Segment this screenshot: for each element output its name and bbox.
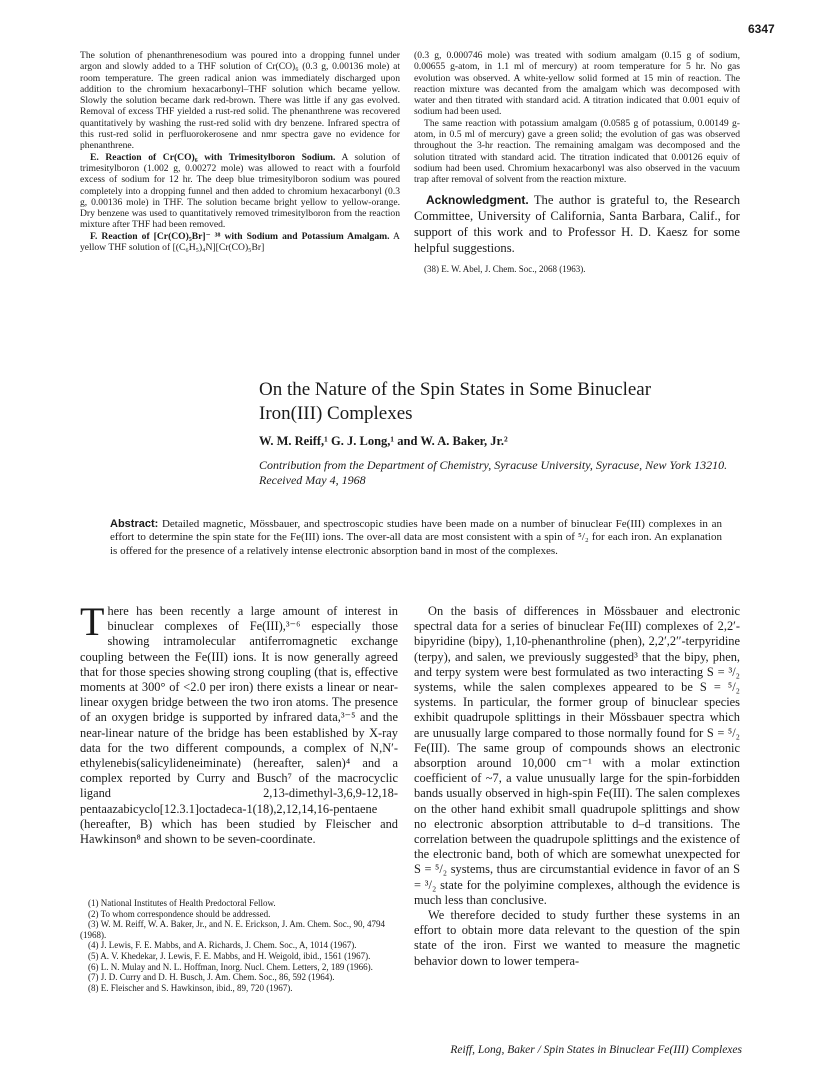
- paragraph: The solution of phenanthrenesodium was poured into a dropping funnel under argon and slowly added to a THF solution of Cr(CO)₆ (0.3 g, 0.00136 mole) at room temperature. The green radical anion was immediately discharged upon addition to the chromium hexacarbonyl–THF solution which became yellow. Slowly the solution became dark red-brown. There was little if any gas evolved. Removal of excess THF yielded a rust-red solid. The phenanthrene was recovered quantitatively by washing the rust-red solid with dry benzene. Infrared spectra of this rust-red solid in perfluorokerosene and nmr spectra gave no evidence for phenanthrene.: [80, 50, 400, 152]
- paragraph: We therefore decided to study further these systems in an effort to obtain more data relevant to the question of the spin state of the iron. First we wanted to measure the magnetic behavior down to lower tempera-: [414, 908, 740, 968]
- footnote: (8) E. Fleischer and S. Hawkinson, ibid., 89, 720 (1967).: [88, 982, 293, 993]
- acknowledgment: [414, 192, 740, 256]
- affiliation: Contribution from the Department of Chemistry, Syracuse University, Syracuse, New York 13210. Received May 4, 1968: [259, 458, 728, 487]
- section-heading: E. Reaction of Cr(CO)₆ with Trimesitylboron Sodium.: [90, 151, 336, 163]
- section-heading: F. Reaction of [Cr(CO)₅Br]⁻ ³⁸ with Sodium and Potassium Amalgam.: [90, 230, 390, 242]
- footnote: (2) To whom correspondence should be addressed.: [88, 908, 271, 919]
- section-text: A yellow THF solution of [(C₆H₅)₄N][Cr(CO)₅Br]: [80, 230, 400, 254]
- intro-paragraph: [80, 599, 398, 847]
- paragraph: The same reaction with potassium amalgam (0.0585 g of potassium, 0.00149 g-atom, in 0.5 ml of mercury) gave a green solid; the evolution of gas was observed throughout the 3-hr reaction. The remaining amalgam was decomposed and the solution titrated with standard acid. The titration indicated that 0.00126 equiv of sodium had been used. Chromium hexacarbonyl was also observed in the vacuum trap after removal of solvent from the reaction mixture.: [414, 117, 740, 186]
- intro-text: here has been recently a large amount of interest in binuclear complexes of Fe(III),³⁻⁶ especially those showing intramolecular antiferromagnetic exchange coupling between the Fe(III) ions. It is now generally agreed that for those species showing strong coupling (that is, effective moments at 300° of <2.0 per iron) there exists a linear or near-linear oxygen bridge between the two iron atoms. The presence of an oxygen bridge is supported by infrared data,³⁻⁵ and the near-linear nature of the bridge has been established by X-ray data for the two different compounds, a complex of N,N′-ethylenebis(salicylideneiminate) (hereafter, salen)⁴ and a complex reported by Curry and Busch⁷ of the macrocyclic ligand 2,13-dimethyl-3,6,9-12,18-pentaazabicyclo[12.3.1]octadeca-1(18),2,12,14,16-pentaene (hereafter, B) which has been studied by Fleischer and Hawkinson⁸ and shown to be seven-coordinate.: [80, 604, 398, 847]
- abstract-text: Detailed magnetic, Mössbauer, and spectroscopic studies have been made on a number of binuclear Fe(III) complexes in an effort to determine the spin state for the Fe(III) ions. The over-all data are most consistent with a spin of ⁵/₂ for each iron. An explanation is offered for the presence of a relatively intense electronic absorption band in most of the complexes.: [110, 518, 722, 557]
- article-title: On the Nature of the Spin States in Some Binuclear Iron(III) Complexes: [259, 379, 652, 424]
- section-e: [80, 152, 400, 231]
- body-left-column: [80, 599, 398, 847]
- abstract: [110, 518, 722, 558]
- running-footer: Reiff, Long, Baker / Spin States in Binuclear Fe(III) Complexes: [450, 1044, 742, 1056]
- drop-cap: T: [80, 599, 105, 644]
- footnote: (4) J. Lewis, F. E. Mabbs, and A. Richards, J. Chem. Soc., A, 1014 (1967).: [88, 940, 357, 951]
- section-f: [80, 231, 400, 254]
- footnote: (5) A. V. Khedekar, J. Lewis, F. E. Mabbs, and H. Weigold, ibid., 1561 (1967).: [88, 950, 371, 961]
- top-right-column: [414, 50, 740, 275]
- body-right-column: [414, 604, 740, 969]
- footnote: (3) W. M. Reiff, W. A. Baker, Jr., and N. E. Erickson, J. Am. Chem. Soc., 90, 4794 (1968).: [80, 919, 385, 940]
- paragraph: On the basis of differences in Mössbauer and electronic spectral data for a series of binuclear Fe(III) complexes of 2,2′-bipyridine (bipy), 1,10-phenanthroline (phen), 2,2′,2′′-terpyridine (terpy), and salen, we previously suggested³ that the bipy, phen, and terpy system were best formulated as two interacting S = ³/₂ systems, while the salen complexes appeared to be S = ⁵/₂ systems. In particular, the former group of binuclear species exhibit quadrupole splittings in their Mössbauer spectra which are unusually large compared to those normally found for S = ⁵/₂ Fe(III). The same group of compounds shows an electronic absorption around 10,000 cm⁻¹ with a molar extinction coefficient of ~7, a value unusually large for the spin-forbidden bands usually observed in high-spin Fe(III). The salen complexes on the other hand exhibit small quadrupole splittings and show no electronic absorption attributable to d–d transitions. The correlation between the quadrupole splittings and the existence of the electronic band, both of which are somewhat unexpected for S = ⁵/₂ systems, thus are circumstantial evidence in favor of an S = ³/₂ state for the polyimine complexes, although the evidence is much less than conclusive.: [414, 604, 740, 907]
- authors: W. M. Reiff,¹ G. J. Long,¹ and W. A. Baker, Jr.²: [259, 434, 508, 448]
- section-text: A solution of trimesitylboron (1.002 g, 0.00272 mole) was allowed to react with a fourfold excess of sodium for 12 hr. The deep blue trimesitylboron sodium was poured completely into a dropping funnel and then added to chromium hexacarbonyl (0.3 g, 0.00136 mole) in THF. The solution became bright yellow to yellow-orange. Dry benzene was used to quantitatively removed trimesitylboron from the reaction mixture after THF had been removed.: [80, 151, 400, 231]
- paragraph: (0.3 g, 0.000746 mole) was treated with sodium amalgam (0.15 g of sodium, 0.00655 g-atom, in 1.1 ml of mercury) at room temperature for 5 hr. No gas evolution was observed. A white-yellow solid formed at 15 min of reaction. The reaction mixture was decanted from the amalgam which was decomposed with water and then titrated with standard acid. A titration indicated that 0.001 equiv of sodium had been used.: [414, 50, 740, 118]
- acknowledgment-text: The author is grateful to, the Research Committee, University of California, Santa Barbara, Calif., for support of this work and to Professor H. D. Kaesz for some helpful suggestions.: [414, 192, 741, 255]
- footnotes: [80, 898, 398, 993]
- abstract-heading: Abstract:: [110, 518, 159, 530]
- page-number: 6347: [748, 22, 775, 36]
- acknowledgment-heading: Acknowledgment.: [426, 192, 529, 207]
- footnote: (7) J. D. Curry and D. H. Busch, J. Am. Chem. Soc., 86, 592 (1964).: [88, 972, 335, 983]
- top-left-column: [80, 50, 400, 253]
- footnote: (6) L. N. Mulay and N. L. Hoffman, Inorg. Nucl. Chem. Letters, 2, 189 (1966).: [88, 961, 373, 972]
- footnote: (1) National Institutes of Health Predoctoral Fellow.: [88, 898, 276, 908]
- reference-38: (38) E. W. Abel, J. Chem. Soc., 2068 (1963).: [424, 263, 586, 274]
